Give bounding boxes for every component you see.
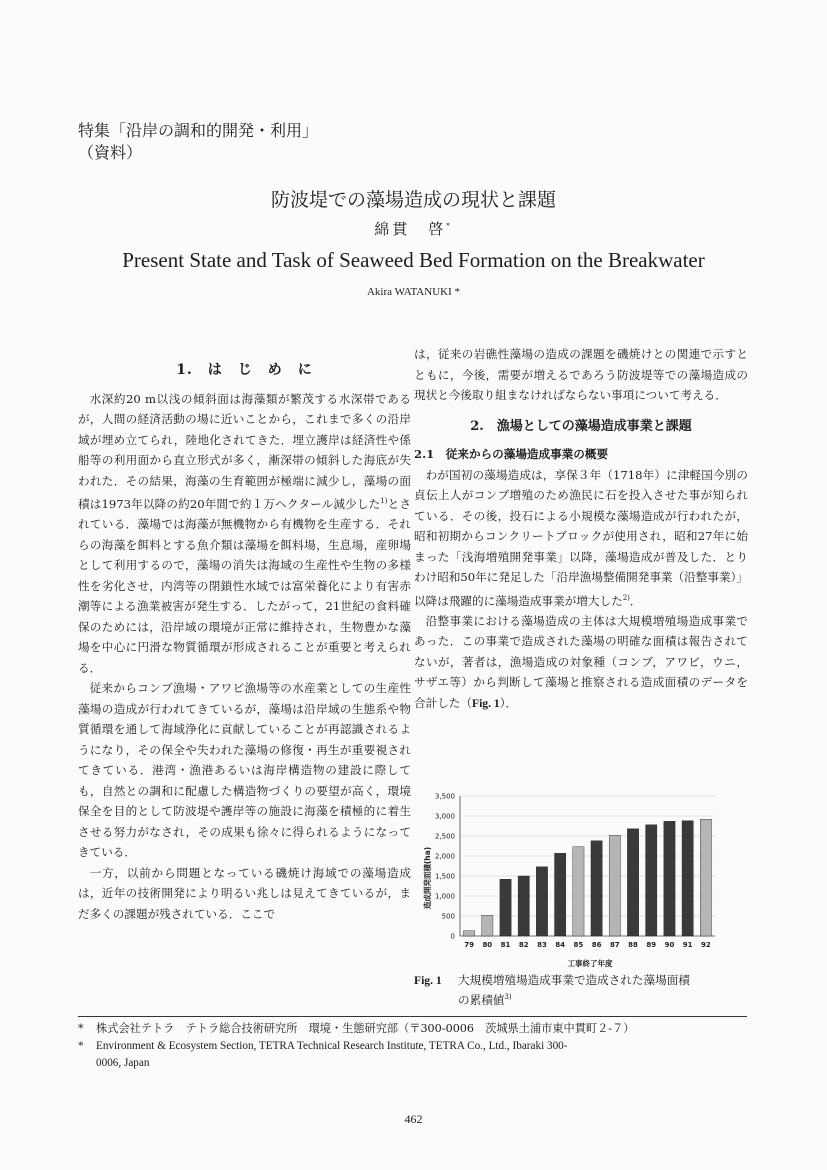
author-jp-footnote-mark: *: [446, 222, 453, 230]
y-axis-ticks: [435, 793, 455, 941]
section-2-heading: 2. 漁場としての藻場造成事業と課題: [470, 418, 692, 434]
y-tick-label: 1,000: [434, 892, 455, 901]
y-tick-label: 2,000: [434, 852, 455, 861]
section-1-paragraph-3: 一方，以前から問題となっている磯焼け海域での藻場造成は，近年の技術開発により明るい兆しは見えてきているが，まだ多くの課題が残されている．ここで: [78, 865, 411, 921]
section-2-1-heading: 2.1 従来からの藻場造成事業の概要: [414, 447, 609, 461]
author-en-footnote-mark: *: [451, 286, 460, 298]
footnote-japanese: * 株式会社テトラ テトラ総合技術研究所 環境・生態研究部（〒300-0006 茨城県土浦市東中貫町２-７）: [78, 1022, 635, 1035]
bar-91: [682, 821, 693, 936]
section-2-1-paragraph-1: わが国初の藻場造成は，享保３年（1718年）に津軽国今別の貞伝上人がコンブ増殖のため漁民に石を投入させた事が知られている．その後，投石による小規模な藻場造成が行われたが，昭和初期からコンクリートブロックが使用され，昭和27年に始まった「浅海増殖開発事業」以降，藻場造成が普及した．とりわけ昭和50年に発足した「沿岸漁場整備開発事業（沿整事業）」以降は飛躍的に藻場造成事業が増大した$^{2)}$．: [414, 467, 748, 608]
author-english: Akira WATANUKI *: [366, 286, 460, 298]
x-tick-label: 80: [482, 941, 493, 949]
x-tick-label: 82: [518, 941, 529, 949]
footnote-english: * Environment & Ecosystem Section, TETRA Technical Research Institute, TETRA Co., Ltd., Ibaraki 300- 0006, Japan: [78, 1040, 568, 1069]
bar-82: [518, 876, 529, 936]
footnote-divider: [78, 1016, 747, 1017]
figure-caption: [414, 972, 748, 1009]
author-japanese: 綿貫 啓*: [374, 220, 453, 238]
right-column: [414, 344, 748, 714]
section-1-heading: 1. は じ め に: [176, 362, 313, 378]
x-axis-ticks: [464, 941, 711, 949]
bar-92: [700, 819, 711, 936]
bar-79: [463, 931, 474, 936]
bar-chart: [420, 790, 720, 970]
bar-87: [609, 835, 620, 936]
bar-86: [591, 841, 602, 936]
bar-85: [573, 847, 584, 936]
reference-1: 1): [380, 497, 388, 505]
figure-label: Fig. 1: [414, 974, 442, 987]
document-type: （資料）: [78, 143, 143, 162]
x-tick-label: 85: [573, 941, 584, 949]
x-tick-label: 91: [682, 941, 693, 949]
feature-title: 特集「沿岸の調和的開発・利用」: [78, 121, 319, 140]
y-tick-label: 3,000: [434, 812, 455, 821]
x-tick-label: 83: [537, 941, 547, 949]
footnote-mark: *: [78, 1022, 84, 1035]
title-english: Present State and Task of Seaweed Bed Formation on the Breakwater: [122, 248, 705, 272]
bar-84: [555, 853, 566, 936]
reference-2: 2): [622, 593, 630, 602]
caption-line-2: の累積値: [458, 992, 505, 1007]
x-tick-label: 79: [464, 941, 474, 949]
bar-89: [646, 825, 657, 936]
feature-header: [78, 120, 318, 164]
section-2-1-paragraph-2: 沿整事業における藻場造成の主体は大規模増殖場造成事業であった．この事業で造成された藻場の明確な面積は報告されてないが，著者は，漁場造成の対象種（コンブ，アワビ，ウニ，サザエ等）から判断して藻場と推察される造成面積のデータを合計した（Fig. 1）．: [414, 613, 748, 710]
bar-80: [482, 915, 493, 936]
x-tick-label: 89: [646, 941, 657, 949]
x-tick-label: 84: [555, 941, 566, 949]
x-tick-label: 90: [664, 941, 675, 949]
bar-90: [664, 821, 675, 936]
x-axis-label: 工事終了年度: [567, 959, 613, 968]
x-tick-label: 87: [609, 941, 620, 949]
bar-81: [500, 879, 511, 936]
section-1-paragraph-3-continued: は，従来の岩礁性藻場の造成の課題を磯焼けとの関連で示すとともに，今後，需要が増えるであろう防波堤等での藻場造成の現状と今後取り組まなければならない事項について考える．: [414, 347, 748, 402]
chart-bars: [463, 819, 711, 936]
x-tick-label: 88: [628, 941, 638, 949]
y-tick-label: 500: [441, 912, 455, 921]
y-tick-label: 0: [450, 932, 455, 941]
left-column: [78, 358, 411, 924]
y-tick-label: 3,500: [434, 792, 455, 801]
bar-83: [536, 867, 547, 936]
page-number: 462: [404, 1112, 423, 1126]
section-1-paragraph-2: 従来からコンブ漁場・アワビ漁場等の水産業としての生産性藻場の造成が行われてきているが，藻場は沿岸域の生態系や物質循環を通して海域浄化に貢献していることが再認識されるようになり，その保全や失われた藻場の修復・再生が重要視されてきている．港湾・漁港あるいは海岸構造物の建設に際しても，自然との調和に配慮した構造物づくりの要望が高く，環境保全を目的として防波堤や護岸等の施設に海藻を積極的に着生させる努力がなされ，その成果も徐々に得られるようになってきている．: [78, 681, 411, 860]
x-tick-label: 81: [500, 941, 511, 949]
footnote-mark-en: *: [78, 1040, 84, 1052]
x-tick-label: 86: [591, 941, 602, 949]
y-tick-label: 1,500: [434, 872, 455, 881]
y-axis-label: 造成開発面積(ha): [423, 846, 432, 910]
y-tick-label: 2,500: [434, 832, 455, 841]
bar-88: [627, 829, 638, 936]
title-japanese: 防波堤での藻場造成の現状と課題: [270, 189, 556, 211]
figure-reference: Fig. 1: [471, 696, 500, 710]
chart-gridlines: [460, 796, 715, 936]
reference-3: 3): [504, 993, 512, 1001]
caption-line-1: 大規模増殖場造成事業で造成された藻場面積: [458, 973, 690, 987]
x-tick-label: 92: [701, 941, 711, 949]
section-1-paragraph-1: 水深約20 m以浅の傾斜面は海藻類が繁茂する水深帯であるが，人間の経済活動の場に近いことから，これまで多くの沿岸域が埋め立てられ，陸地化されてきた．埋立護岸は経済性や係船等の利用面から直立形式が多く，漸深帯の傾斜した海底が失われた．その結果，海藻の生育範囲が極端に減少し，藻場の面積は1973年以降の約20年間で約１万ヘクタール減少した$^{1)}$とされている．藻場では海藻が無機物から有機物を生産する．それらの海藻を餌料とする魚介類は藻場を餌料場，生息場，産卵場として利用するので，藻場の消失は海域の生産性や生物の多様性を劣化させ，内湾等の閉鎖性水域では富栄養化により有害赤潮等による漁業被害が発生する．したがって，21世紀の食料確保のためには，沿岸域の環境が正常に維持され，生物豊かな藻場を中心に円滑な物質循環が形成されることが重要と考えられる．: [78, 391, 411, 675]
